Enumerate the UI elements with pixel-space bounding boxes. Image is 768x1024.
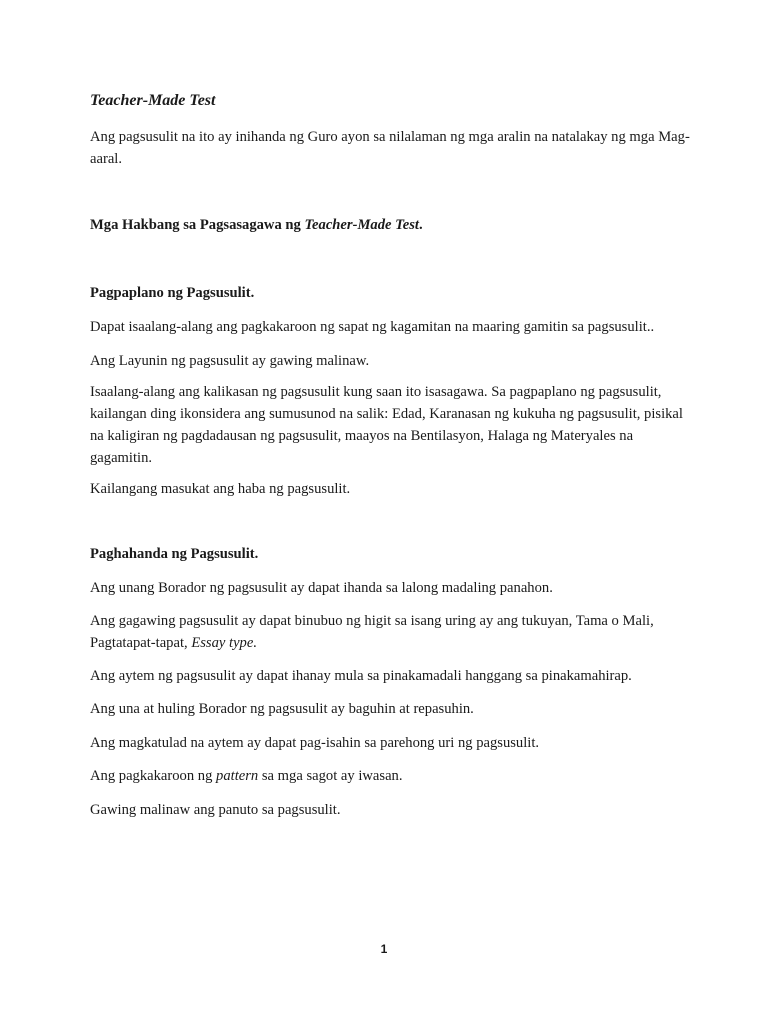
- preparation-item-emphasis: Essay type.: [191, 635, 257, 651]
- section-heading-suffix: .: [418, 217, 423, 233]
- planning-heading: Pagpaplano ng Pagsusulit.: [90, 285, 255, 301]
- preparation-heading: Paghahanda ng Pagsusulit.: [90, 546, 259, 562]
- preparation-item-suffix: sa mga sagot ay iwasan.: [258, 768, 403, 784]
- section-heading: [90, 214, 690, 236]
- section-heading-emphasis: Teacher-Made Test: [304, 217, 419, 233]
- preparation-item-text: Ang gagawing pagsusulit ay dapat binubuo ng higit sa isang uring ay ang tukuyan, Tama o Mali, Pagtatapat-tapat,: [90, 613, 654, 651]
- preparation-item: Gawing malinaw ang panuto sa pagsusulit.: [90, 802, 341, 818]
- intro-paragraph: Ang pagsusulit na ito ay inihanda ng Guro ayon sa nilalaman ng mga aralin na natalakay ng mga Mag-aaral.: [90, 129, 690, 167]
- planning-item: Dapat isaalang-alang ang pagkakaroon ng sapat ng kagamitan na maaring gamitin sa pagsusulit..: [90, 319, 655, 335]
- preparation-item: [90, 765, 690, 787]
- planning-item: Ang Layunin ng pagsusulit ay gawing malinaw.: [90, 353, 370, 369]
- preparation-item: Ang unang Borador ng pagsusulit ay dapat ihanda sa lalong madaling panahon.: [90, 580, 553, 596]
- page-number: 1: [380, 942, 388, 956]
- document-title: Teacher-Made Test: [90, 92, 216, 109]
- preparation-item-emphasis: pattern: [216, 768, 259, 784]
- preparation-item: Ang magkatulad na aytem ay dapat pag-isahin sa parehong uri ng pagsusulit.: [90, 735, 540, 751]
- preparation-item-prefix: Ang pagkakaroon ng: [90, 768, 217, 784]
- preparation-item: Ang aytem ng pagsusulit ay dapat ihanay mula sa pinakamadali hanggang sa pinakamahirap.: [90, 668, 632, 684]
- section-heading-prefix: Mga Hakbang sa Pagsasagawa ng: [90, 217, 305, 233]
- preparation-item: [90, 610, 690, 654]
- preparation-item: Ang una at huling Borador ng pagsusulit ay baguhin at repasuhin.: [90, 701, 474, 717]
- planning-item: Kailangang masukat ang haba ng pagsusulit.: [90, 481, 351, 497]
- planning-item: Isaalang-alang ang kalikasan ng pagsusulit kung saan ito isasagawa. Sa pagpaplano ng pagsusulit, kailangan ding ikonsidera ang sumusunod na salik: Edad, Karanasan ng kukuha ng pagsusulit, pisikal na kaligiran ng pagdadausan ng pagsusulit, maayos na Bentilasyon, Halaga ng Materyales na gagamitin.: [90, 384, 683, 466]
